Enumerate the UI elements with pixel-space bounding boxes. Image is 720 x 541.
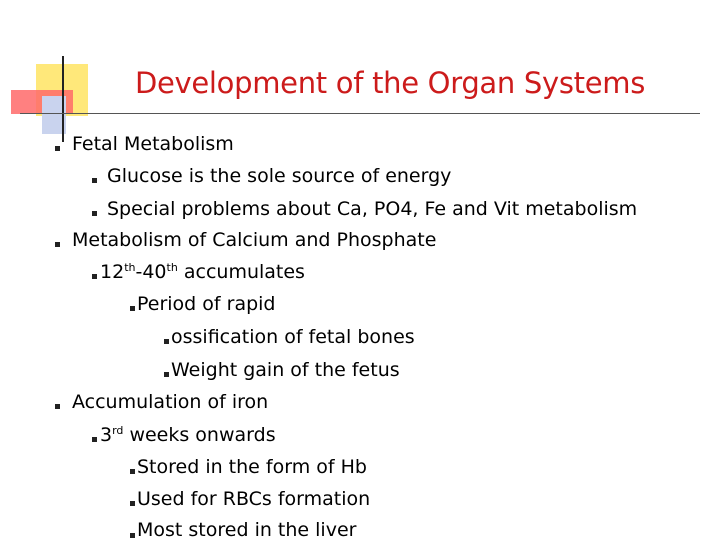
bullet-calcium-phosphate: Metabolism of Calcium and Phosphate: [72, 229, 437, 251]
bullet-weight-gain: Weight gain of the fetus: [171, 359, 400, 381]
bullet-icon: [92, 211, 97, 216]
bullet-icon: [130, 533, 135, 538]
bullet-liver: Most stored in the liver: [137, 519, 357, 541]
bullet-period-rapid: Period of rapid: [137, 293, 276, 315]
ordinal-suffix: th: [166, 261, 178, 274]
week-start: 12: [100, 261, 125, 283]
bullet-12th-40th: [100, 261, 305, 283]
bullet-icon: [130, 501, 135, 506]
bullet-fetal-metabolism: Fetal Metabolism: [72, 133, 234, 155]
bullet-icon: [130, 306, 135, 311]
week-number: 3: [100, 424, 113, 446]
weeks-onwards-text: weeks onwards: [123, 424, 276, 446]
ordinal-suffix: th: [124, 261, 136, 274]
bullet-glucose: Glucose is the sole source of energy: [107, 165, 452, 187]
bullet-3rd-weeks: [100, 424, 276, 446]
bullet-icon: [55, 404, 60, 409]
week-end: -40: [135, 261, 167, 283]
bullet-stored-hb: Stored in the form of Hb: [137, 456, 367, 478]
bullet-special-problems: Special problems about Ca, PO4, Fe and Vit metabolism: [107, 198, 638, 220]
bullet-rbc-formation: Used for RBCs formation: [137, 488, 371, 510]
bullet-icon: [55, 146, 60, 151]
bullet-icon: [55, 242, 60, 247]
bullet-icon: [92, 437, 97, 442]
bullet-ossification: ossification of fetal bones: [171, 326, 415, 348]
ordinal-suffix: rd: [112, 424, 124, 437]
title-underline: [20, 113, 700, 114]
bullet-icon: [164, 339, 169, 344]
bullet-iron: Accumulation of iron: [72, 391, 269, 413]
bullet-icon: [92, 274, 97, 279]
accumulates-text: accumulates: [177, 261, 305, 283]
bullet-icon: [164, 372, 169, 377]
bullet-icon: [92, 178, 97, 183]
bullet-icon: [130, 469, 135, 474]
slide-title: Development of the Organ Systems: [134, 66, 646, 100]
